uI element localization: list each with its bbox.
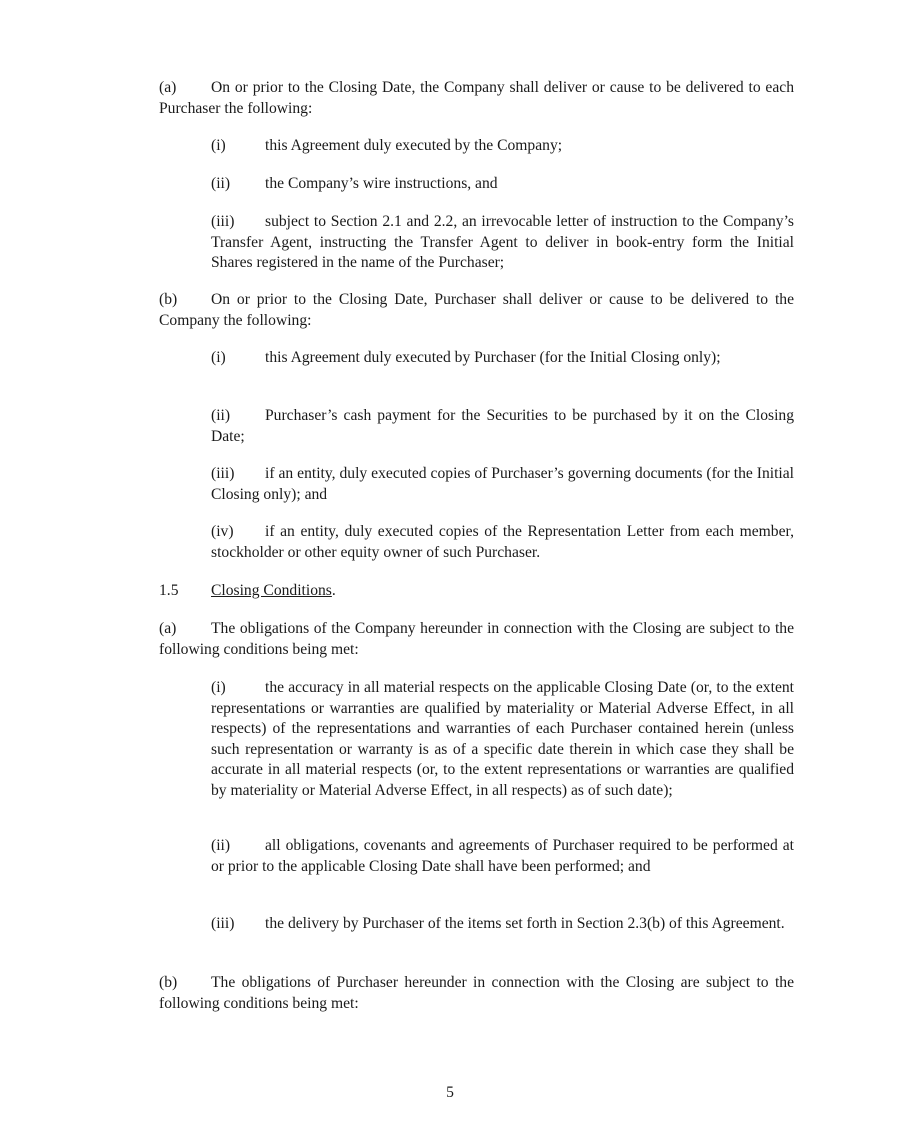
- item-marker: (ii): [211, 837, 231, 854]
- item-text: the accuracy in all material respects on the applicable Closing Date (or, to the extent representations or warranties are qualified by materiality or Material Adverse Effect, in all respects) of the representations and warranties of each Purchaser contained herein (unless such representation or warranty is as of a specific date therein in which case they shall be accurate in all material respects (or, to the extent representations or warranties are qualified by materiality or Material Adverse Effect, in all respects) as of such date);: [211, 679, 794, 799]
- item-text: if an entity, duly executed copies of the Representation Letter from each member, stockholder or other equity owner of such Purchaser.: [211, 523, 794, 561]
- paragraph-marker: (b): [159, 291, 178, 308]
- page-number: 5: [446, 1084, 454, 1101]
- item-text: the Company’s wire instructions, and: [265, 175, 498, 192]
- list-item-purchaser-i: [211, 348, 794, 369]
- list-item-purchaser-iv: [211, 522, 794, 563]
- item-marker: (iii): [211, 213, 235, 230]
- list-item-company-iii: [211, 212, 794, 274]
- item-text: the delivery by Purchaser of the items set forth in Section 2.3(b) of this Agreement.: [265, 915, 785, 932]
- section-heading: [159, 581, 336, 602]
- list-item-purchaser-iii: [211, 464, 794, 505]
- item-text: this Agreement duly executed by the Company;: [265, 137, 563, 154]
- list-item-condition-ii: [211, 836, 794, 877]
- item-text: subject to Section 2.1 and 2.2, an irrevocable letter of instruction to the Company’s Transfer Agent, instructing the Transfer Agent to deliver in book-entry form the Initial Shares registered in the name of the Purchaser;: [211, 213, 794, 271]
- list-item-condition-iii: [211, 914, 794, 935]
- paragraph-text: The obligations of the Company hereunder in connection with the Closing are subject to the following conditions being met:: [159, 620, 794, 658]
- list-item-company-ii: [211, 174, 794, 195]
- paragraph-marker: (a): [159, 620, 177, 637]
- item-text: if an entity, duly executed copies of Purchaser’s governing documents (for the Initial Closing only); and: [211, 465, 794, 503]
- paragraph-text: On or prior to the Closing Date, Purchaser shall deliver or cause to be delivered to the Company the following:: [159, 291, 794, 329]
- paragraph-marker: (a): [159, 79, 177, 96]
- paragraph-a-company-conditions: [159, 619, 794, 660]
- list-item-purchaser-ii: [211, 406, 794, 447]
- item-marker: (iii): [211, 465, 235, 482]
- item-marker: (i): [211, 349, 226, 366]
- paragraph-b-purchaser-deliverables: [159, 290, 794, 331]
- list-item-condition-i: [211, 678, 794, 801]
- paragraph-a-company-deliverables: [159, 78, 794, 119]
- item-marker: (iv): [211, 523, 234, 540]
- item-marker: (ii): [211, 407, 231, 424]
- section-title: Closing Conditions: [211, 582, 332, 599]
- item-marker: (iii): [211, 915, 235, 932]
- paragraph-text: On or prior to the Closing Date, the Company shall deliver or cause to be delivered to each Purchaser the following:: [159, 79, 794, 117]
- section-title-suffix: .: [331, 582, 336, 599]
- item-marker: (i): [211, 679, 226, 696]
- item-marker: (ii): [211, 175, 231, 192]
- paragraph-text: The obligations of Purchaser hereunder in connection with the Closing are subject to the following conditions being met:: [159, 974, 794, 1012]
- paragraph-b-purchaser-conditions: [159, 973, 794, 1014]
- item-text: all obligations, covenants and agreements of Purchaser required to be performed at or prior to the applicable Closing Date shall have been performed; and: [211, 837, 794, 875]
- list-item-company-i: [211, 136, 794, 157]
- item-text: this Agreement duly executed by Purchaser (for the Initial Closing only);: [265, 349, 721, 366]
- paragraph-marker: (b): [159, 974, 178, 991]
- item-text: Purchaser’s cash payment for the Securities to be purchased by it on the Closing Date;: [211, 407, 794, 445]
- item-marker: (i): [211, 137, 226, 154]
- section-number: 1.5: [159, 582, 179, 599]
